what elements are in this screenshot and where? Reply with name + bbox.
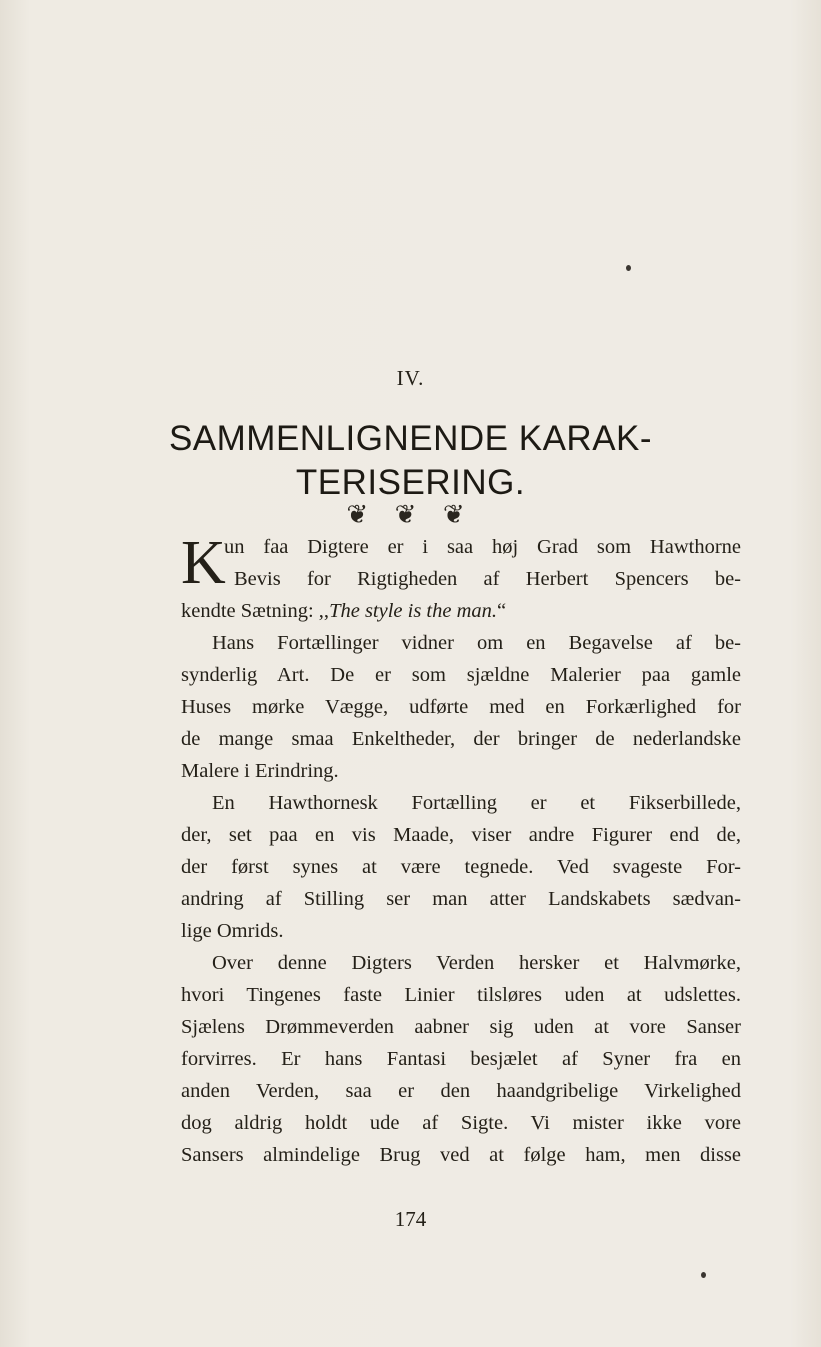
chapter-number: IV. bbox=[396, 366, 425, 390]
text-line: hvori Tingenes faste Linier tilsløres uden at udslettes. bbox=[181, 984, 741, 1006]
page-number: 174 bbox=[394, 1207, 427, 1231]
text-line: synderlig Art. De er som sjældne Malerier paa gamle bbox=[181, 664, 741, 686]
text-line: Bevis for Rigtigheden af Herbert Spencers be- bbox=[234, 568, 741, 590]
leaf-ornament: ❦ ❦ ❦ bbox=[346, 500, 475, 529]
text-line: der, set paa en vis Maade, viser andre Figurer end de, bbox=[181, 824, 741, 846]
text-line: anden Verden, saa er den haandgribelige Virkelighed bbox=[181, 1080, 741, 1102]
text-line: kendte Sætning: ,,The style is the man.“ bbox=[181, 600, 507, 622]
chapter-title-line-2: TERISERING. bbox=[295, 463, 526, 502]
text-line: Malere i Erindring. bbox=[181, 760, 339, 782]
body-text bbox=[181, 531, 741, 1171]
text-line: Huses mørke Vægge, udførte med en Forkærlighed for bbox=[181, 696, 741, 718]
text-line: der først synes at være tegnede. Ved svageste For- bbox=[181, 856, 741, 878]
text-line: K un faa Digtere er i saa høj Grad som Hawthorne bbox=[181, 529, 741, 597]
text-line: Sjælens Drømmeverden aabner sig uden at vore Sanser bbox=[181, 1016, 741, 1038]
text-line: dog aldrig holdt ude af Sigte. Vi mister ikke vore bbox=[181, 1112, 741, 1134]
text-line: andring af Stilling ser man atter Landskabets sædvan- bbox=[181, 888, 741, 910]
chapter-title bbox=[0, 417, 821, 505]
text-line: lige Omrids. bbox=[181, 920, 284, 942]
chapter-title-line-1: SAMMENLIGNENDE KARAK- bbox=[168, 419, 653, 458]
quoted-phrase: The style is the man. bbox=[329, 600, 498, 622]
drop-cap: K bbox=[181, 529, 226, 597]
ink-speck bbox=[701, 1272, 706, 1278]
ink-speck bbox=[626, 265, 631, 271]
text-line: forvirres. Er hans Fantasi besjælet af Syner fra en bbox=[181, 1048, 741, 1070]
text-line: En Hawthornesk Fortælling er et Fikserbillede, bbox=[212, 792, 741, 814]
text-line: Over denne Digters Verden hersker et Halvmørke, bbox=[212, 952, 741, 974]
text-line: Hans Fortællinger vidner om en Begavelse af be- bbox=[212, 632, 741, 654]
text-line: Sansers almindelige Brug ved at følge ham, men disse bbox=[181, 1144, 741, 1166]
text-line: de mange smaa Enkeltheder, der bringer de nederlandske bbox=[181, 728, 741, 750]
